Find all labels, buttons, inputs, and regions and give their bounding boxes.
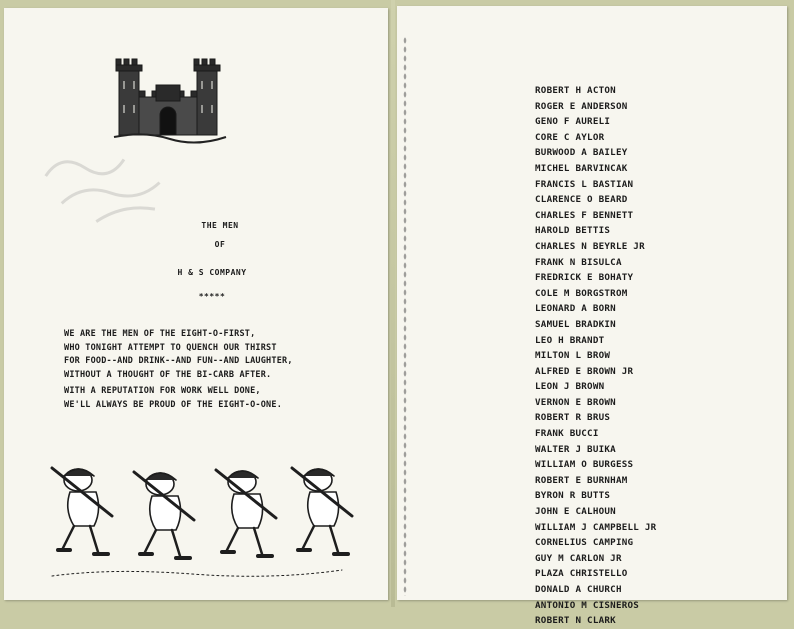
- soldier-figure: [52, 468, 112, 554]
- roster-name: MILTON L BROW: [535, 350, 611, 362]
- poem-line: WITHOUT A THOUGHT OF THE BI-CARB AFTER.: [64, 369, 272, 380]
- roster-name: LEONARD A BORN: [535, 303, 616, 315]
- title-line-of: OF: [214, 240, 226, 249]
- roster-name: WALTER J BUIKA: [535, 443, 616, 455]
- roster-name: CHARLES N BEYRLE JR: [535, 240, 645, 252]
- roster-name: COLE M BORGSTROM: [535, 287, 628, 299]
- poem-stanza-1: [64, 328, 364, 382]
- marching-soldiers-drawing: [48, 458, 358, 584]
- poem-line: WITH A REPUTATION FOR WORK WELL DONE,: [64, 386, 261, 396]
- roster-name: MICHEL BARVINCAK: [535, 162, 628, 174]
- soldier-figure: [134, 472, 194, 558]
- roster-name: BURWOOD A BAILEY: [535, 147, 628, 159]
- roster-name: CHARLES F BENNETT: [535, 209, 634, 221]
- roster-name: CORE C AYLOR: [535, 131, 605, 143]
- roster-name: JOHN E CALHOUN: [535, 506, 616, 518]
- roster-name: FRANK N BISULCA: [535, 256, 622, 268]
- engineer-castle-emblem: [112, 55, 228, 145]
- roster-name: FRANK BUCCI: [535, 428, 599, 440]
- poem-line: WE ARE THE MEN OF THE EIGHT-O-FIRST,: [64, 329, 256, 339]
- roster-list: [535, 83, 656, 629]
- punch-holes: [403, 36, 407, 596]
- roster-name: WILLIAM O BURGESS: [535, 459, 634, 471]
- title-line-the-men: THE MEN: [201, 221, 239, 230]
- roster-name: FREDRICK E BOHATY: [535, 272, 634, 284]
- roster-name: SAMUEL BRADKIN: [535, 318, 616, 330]
- roster-name: BYRON R BUTTS: [535, 490, 611, 502]
- title-line-company: H & S COMPANY: [177, 268, 247, 277]
- roster-name: ROBERT N CLARK: [535, 615, 616, 627]
- roster-name: CLARENCE O BEARD: [535, 194, 628, 206]
- roster-name: GUY M CARLON JR: [535, 552, 622, 564]
- poem-line: WHO TONIGHT ATTEMPT TO QUENCH OUR THIRST: [64, 342, 277, 353]
- roster-name: ANTONIO M CISNEROS: [535, 599, 640, 611]
- roster-name: HAROLD BETTIS: [535, 225, 611, 237]
- roster-name: FRANCIS L BASTIAN: [535, 178, 634, 190]
- binding-spine: [391, 0, 395, 607]
- roster-name: ROGER E ANDERSON: [535, 100, 628, 112]
- roster-name: ALFRED E BROWN JR: [535, 365, 634, 377]
- poem-line: FOR FOOD--AND DRINK--AND FUN--AND LAUGHTER,: [64, 356, 293, 367]
- roster-name: DONALD A CHURCH: [535, 584, 622, 595]
- star-separator: *****: [198, 292, 226, 301]
- roster-name: LEON J BROWN: [535, 381, 605, 393]
- soldier-figure: [292, 468, 352, 554]
- roster-name: ROBERT H ACTON: [535, 85, 616, 96]
- poem-line: WE'LL ALWAYS BE PROUD OF THE EIGHT-O-ONE.: [64, 399, 283, 410]
- roster-name: WILLIAM J CAMPBELL JR: [535, 521, 657, 533]
- roster-name: VERNON E BROWN: [535, 396, 616, 408]
- roster-name: LEO H BRANDT: [535, 334, 605, 346]
- soldier-figure: [216, 470, 276, 556]
- roster-name: CORNELIUS CAMPING: [535, 537, 634, 549]
- roster-name: ROBERT R BRUS: [535, 412, 611, 424]
- roster-name: ROBERT E BURNHAM: [535, 474, 628, 486]
- roster-name: PLAZA CHRISTELLO: [535, 568, 628, 580]
- poem-stanza-2: [64, 385, 364, 412]
- roster-name: GENO F AURELI: [535, 116, 611, 128]
